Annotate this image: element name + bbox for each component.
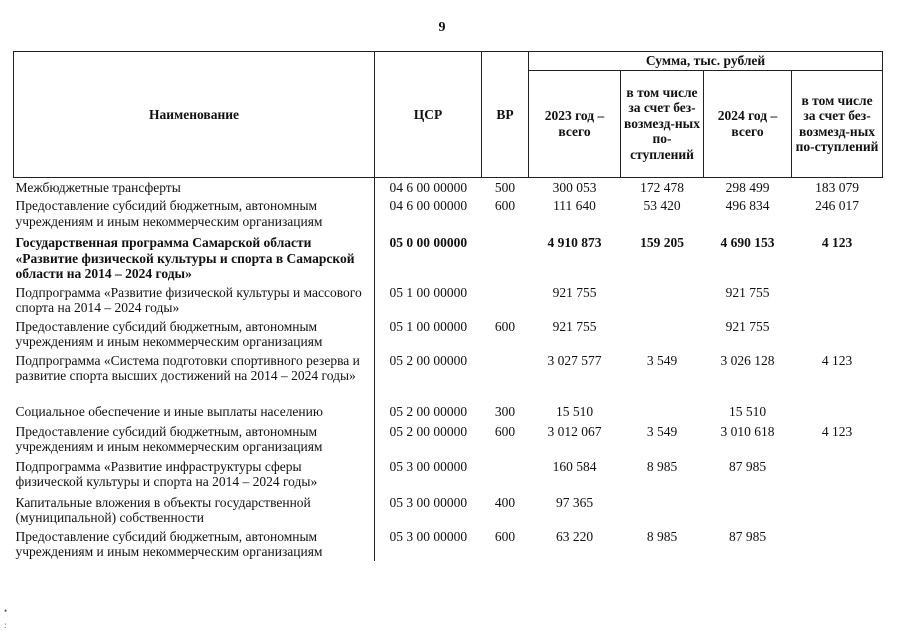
row-2023-free: 8 985 xyxy=(646,458,678,474)
row-vr xyxy=(482,233,529,283)
table-row xyxy=(14,527,883,561)
row-2024-total: 87 985 xyxy=(728,528,767,544)
table-row xyxy=(14,233,883,283)
table-body xyxy=(14,177,883,561)
row-name: Предоставление субсидий бюджетным, автономным учреждениям и иным некоммерческим организациям xyxy=(15,198,323,229)
row-vr: 400 xyxy=(494,494,516,510)
row-2024-total: 496 834 xyxy=(725,198,770,213)
row-name: Подпрограмма «Система подготовки спортивного резерва и развитие спорта высших достижений на 2014 – 2024 годы» xyxy=(15,352,360,383)
row-2023-total: 63 220 xyxy=(555,528,594,544)
row-2024-free xyxy=(792,527,883,561)
row-2024-total: 3 010 618 xyxy=(720,423,775,439)
row-2024-total: 298 499 xyxy=(725,179,770,195)
row-csr: 05 0 00 00000 xyxy=(375,233,482,283)
row-2024-total xyxy=(704,493,792,527)
row-2023-free: 3 549 xyxy=(646,423,678,439)
row-2023-total: 97 365 xyxy=(555,494,594,510)
table-row xyxy=(14,177,883,196)
row-2023-free: 8 985 xyxy=(646,528,678,544)
row-2024-total: 15 510 xyxy=(728,403,767,419)
row-2024-total: 4 690 153 xyxy=(720,235,775,250)
row-2024-total: 921 755 xyxy=(725,318,770,334)
header-name: Наименование xyxy=(14,52,375,178)
row-2023-total: 921 755 xyxy=(552,318,597,334)
row-vr xyxy=(482,351,529,402)
table-row xyxy=(14,457,883,493)
row-vr xyxy=(482,457,529,493)
table-row xyxy=(14,351,883,402)
row-2024-total: 87 985 xyxy=(728,458,767,474)
row-2024-total: 921 755 xyxy=(725,284,770,300)
row-2023-total: 160 584 xyxy=(552,458,597,474)
table-row xyxy=(14,317,883,351)
row-name: Межбюджетные трансферты xyxy=(15,179,181,195)
row-2024-free: 4 123 xyxy=(821,235,853,250)
row-name: Предоставление субсидий бюджетным, автономным учреждениям и иным некоммерческим организациям xyxy=(15,318,323,349)
row-2024-free xyxy=(792,317,883,351)
row-csr: 04 6 00 00000 xyxy=(375,196,482,233)
row-name: Предоставление субсидий бюджетным, автономным учреждениям и иным некоммерческим организациям xyxy=(15,528,323,559)
row-csr: 05 2 00 00000 xyxy=(375,351,482,402)
row-vr xyxy=(482,283,529,317)
row-csr: 04 6 00 00000 xyxy=(375,177,482,196)
row-vr: 600 xyxy=(494,198,516,213)
row-csr: 05 2 00 00000 xyxy=(375,422,482,457)
table-row xyxy=(14,402,883,422)
table-row xyxy=(14,196,883,233)
row-2024-free: 246 017 xyxy=(815,198,859,213)
table-row xyxy=(14,422,883,457)
margin-mark: : xyxy=(4,620,7,630)
row-2024-free xyxy=(792,493,883,527)
row-2023-free xyxy=(621,283,704,317)
row-2024-free xyxy=(792,402,883,422)
row-csr: 05 3 00 00000 xyxy=(375,493,482,527)
header-csr: ЦСР xyxy=(375,52,482,178)
row-2023-total: 111 640 xyxy=(553,198,596,213)
row-2023-free: 3 549 xyxy=(646,352,678,368)
row-2023-free: 159 205 xyxy=(640,235,684,250)
row-2024-free xyxy=(792,457,883,493)
header-2024-free: в том числе за счет без-возмезд-ных по-ступлений xyxy=(792,70,883,177)
row-2024-free: 183 079 xyxy=(815,179,859,195)
row-vr: 600 xyxy=(494,318,516,334)
row-csr: 05 3 00 00000 xyxy=(375,527,482,561)
row-2023-total: 3 012 067 xyxy=(547,423,602,439)
row-2023-total: 3 027 577 xyxy=(547,352,602,368)
row-csr: 05 1 00 00000 xyxy=(375,317,482,351)
row-2023-total: 15 510 xyxy=(555,403,594,419)
row-vr: 300 xyxy=(494,403,516,419)
row-2023-free xyxy=(621,317,704,351)
row-2023-free: 172 478 xyxy=(640,179,684,195)
header-sum-group: Сумма, тыс. рублей xyxy=(529,52,883,71)
row-csr: 05 1 00 00000 xyxy=(375,283,482,317)
row-2023-free xyxy=(621,402,704,422)
row-2024-free: 4 123 xyxy=(821,352,853,368)
header-2023-total: 2023 год – всего xyxy=(529,70,621,177)
row-2023-total: 921 755 xyxy=(552,284,597,300)
row-name: Предоставление субсидий бюджетным, автономным учреждениям и иным некоммерческим организациям xyxy=(15,423,323,454)
row-name: Государственная программа Самарской области «Развитие физической культуры и спорта в Самарской области на 2014 – 2024 годы» xyxy=(15,235,355,281)
row-name: Социальное обеспечение и иные выплаты населению xyxy=(15,403,323,419)
header-2024-total: 2024 год – всего xyxy=(704,70,792,177)
table-row xyxy=(14,493,883,527)
row-vr: 600 xyxy=(494,528,516,544)
header-2023-free: в том числе за счет без-возмезд-ных по-ступлений xyxy=(621,70,704,177)
row-2023-total: 4 910 873 xyxy=(547,235,602,250)
row-csr: 05 3 00 00000 xyxy=(375,457,482,493)
row-name: Подпрограмма «Развитие физической культуры и массового спорта на 2014 – 2024 годы» xyxy=(15,284,362,315)
header-vr: ВР xyxy=(482,52,529,178)
row-name: Капитальные вложения в объекты государственной (муниципальной) собственности xyxy=(15,494,311,525)
row-2023-total: 300 053 xyxy=(552,179,597,195)
row-vr: 500 xyxy=(494,179,516,195)
row-2024-free: 4 123 xyxy=(821,423,853,439)
row-2024-free xyxy=(792,283,883,317)
row-name: Подпрограмма «Развитие инфраструктуры сферы физической культуры и спорта на 2014 – 2024 годы» xyxy=(15,458,318,489)
budget-table xyxy=(13,51,883,561)
table-row xyxy=(14,283,883,317)
margin-mark: • xyxy=(4,606,8,616)
row-vr: 600 xyxy=(494,423,516,439)
row-2023-free: 53 420 xyxy=(643,198,681,213)
row-csr: 05 2 00 00000 xyxy=(375,402,482,422)
page-number: 9 xyxy=(438,20,446,35)
row-2024-total: 3 026 128 xyxy=(720,352,775,368)
row-2023-free xyxy=(621,493,704,527)
